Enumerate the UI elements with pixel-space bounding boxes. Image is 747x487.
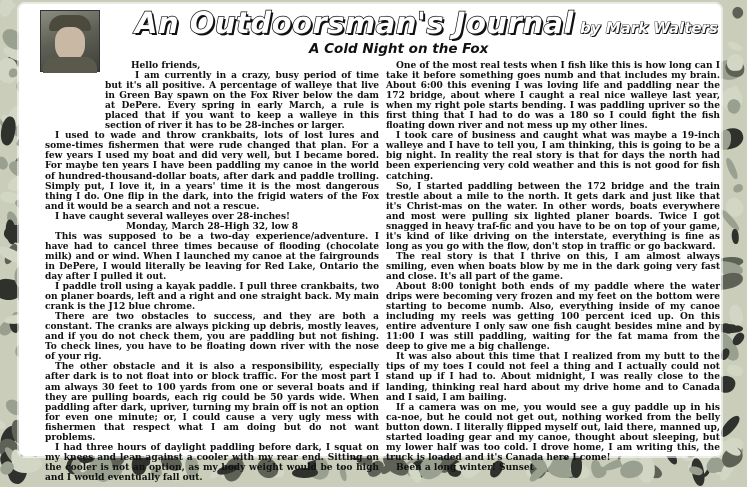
article-page (19, 4, 721, 483)
paragraph: So, I started paddling between the 172 bridge and the train trestle about a mile to the north. It gets dark and just like that it's Christ-mas on the water. In other words, boats everywhere and most were pulling six lighted planer boards. Twice I got snagged in heavy traf-fic and you have to be on top of your game, it's kind of like driving on the interstate, everything is fine as long as you go with the flow, don't stop in traffic or go backward. (386, 181, 720, 252)
camo-blob (724, 157, 740, 181)
paragraph: I took care of business and caught what was maybe a 19-inch walleye and I have to tell you, I am thinking, this is going to be a big night. In reality the real story is that for days the north had been experiencing very cold weather and this is not good for fish catching. (386, 131, 720, 182)
paragraph: The other obstacle and it is also a responsibility, especially after dark is to not float into or block traffic. For the most part I am always 30 feet to 100 yards from one or several boats and if they are pulling boards, each rig could be 50 yards wide. When paddling after dark, upriver, turning my brain off is not an option for even one minute; or, I could cause a very ugly mess with fishermen that respect what I am doing but do not want problems. (45, 362, 379, 443)
paragraph: I paddle troll using a kayak paddle. I pull three crankbaits, two on planer boards, left and a right and one straight back. My main crank is the J12 blue chrome. (45, 282, 379, 313)
sign-off: Been a long winter! Sunset (396, 462, 534, 473)
paragraph: The real story is that I thrive on this, I am almost always smiling, even when boats blow by me in the dark going very fast and close. It's all part of the game. (386, 251, 720, 282)
camo-blob (717, 413, 742, 439)
camo-blob (732, 183, 744, 193)
article-subtitle: A Cold Night on the Fox (309, 41, 489, 57)
right-column (386, 61, 720, 473)
title-text: An Outdoorsman's Journal (135, 6, 574, 40)
paragraph: I used to wade and throw crankbaits, lots of lost lures and some-times fishermen that were rude changed that plan. For a few years I used my boat and did very well, but I became bored. For maybe ten years I have been paddling my canoe in the world of hundred-thousand-dollar boats, after dark and paddle trolling. Simply put, I love it, in a years' time it is the most dangerous thing I do. One flip in the dark, into the frigid waters of the Fox and it would be a search and not a rescue. (45, 131, 379, 212)
left-column (45, 61, 379, 483)
greeting: Hello friends, (131, 61, 201, 71)
paragraph: I had three hours of daylight paddling before dark, I squat on my knees and lean against a cooler with my rear end. Sitting on the cooler is not an option, as my body weight would be too high and I would eventually fall out. (45, 442, 379, 483)
paragraph: This was supposed to be a two-day experience/adventure. I have had to cancel three times because of flooding (chocolate milk) and or wind. When I launched my canoe at the fairgrounds in DePere, I would literally be leaving for Red Lake, Ontario the day after I pulled it out. (45, 231, 379, 282)
paragraph: I am currently in a crazy, busy period of time but it's all positive. A percentage of walleye that live in Green Bay spawn on the Fox River below the dam at DePere. Every spring in early March, a rule is placed that if you want to keep a walleye in this section of river it has to be 28-inches or larger. (105, 71, 379, 132)
page-title (135, 6, 735, 42)
date-heading: Monday, March 28–High 32, low 8 (125, 221, 299, 232)
camo-blob (12, 456, 42, 473)
byline: by Mark Walters (580, 19, 718, 37)
paragraph: One of the most real tests when I fish like this is how long can I take it before something goes numb and that includes my brain. About 6:00 this evening I was loving life and paddling near the 172 bridge, about where I caught a real nice walleye last year, when my right pole starts bending. I was paddling upriver so the first thing that I had to do was a 180 so I could fight the fish floating down river and not mess up my other lines. (386, 61, 720, 132)
camo-blob (732, 229, 739, 244)
camo-blob (728, 302, 746, 326)
camo-blob (3, 3, 16, 10)
paragraph: It was also about this time that I realized from my butt to the tips of my toes I could not feel a thing and I actually could not stand up if I had to. About midnight, I was really close to the landing, thinking real hard about my drive home and to Canada and I said, I am bailing. (386, 352, 720, 403)
paragraph: I have caught several walleyes over 28-inches! (55, 211, 291, 222)
paragraph: About 8:00 tonight both ends of my paddle where the water drips were becoming very frozen and my feet on the bottom were starting to become numb. Also, everything inside of my canoe including my reels was getting 100 percent iced up. On this entire adventure I only saw one fish caught besides mine and by 11:00 I was still paddling, waiting for the fat mama from the deep to give me a big challenge. (386, 282, 720, 353)
paragraph: There are two obstacles to success, and they are both a constant. The cranks are always picking up debris, mostly leaves, and if you do not check them, you are paddling but not fishing. To check lines, you have to be floating down river with the nose of your rig. (45, 312, 379, 363)
paragraph: If a camera was on me, you would see a guy paddle up in his ca-noe, but he could not get out, nothing worked from the belly button down. I literally flipped myself out, laid there, manned up, started loading gear and my canoe, thought about sleeping, but my lower half was too cold. I drove home, I am writing this, the truck is loaded and it's Canada here I come! (386, 402, 720, 463)
